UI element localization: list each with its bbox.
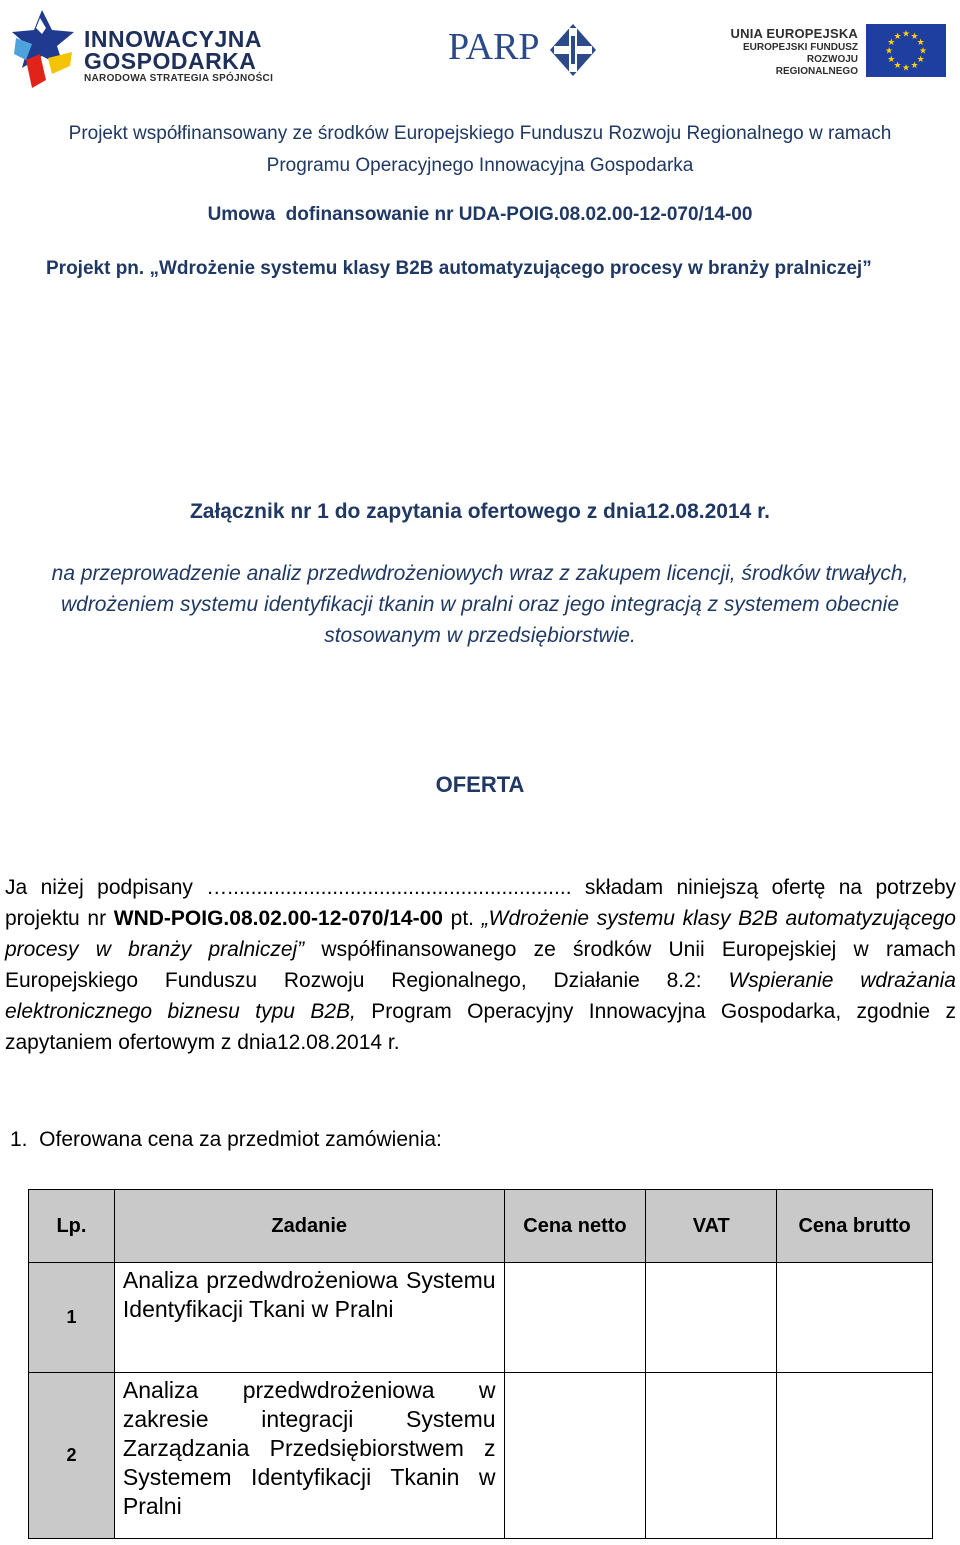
- cofinancing-line1: Projekt współfinansowany ze środków Europejskiego Funduszu Rozwoju Regionalnego w ramach: [68, 123, 892, 144]
- row-task: Analiza przedwdrożeniowa w zakresie integracji Systemu Zarządzania Przedsiębiorstwem z Systemem Identyfikacji Tkanin w Pralni: [114, 1373, 504, 1539]
- eu-wordmark: [724, 26, 858, 78]
- logo-subtitle: NARODOWA STRATEGIA SPÓJNOŚCI: [84, 73, 274, 84]
- section-price-title: 1. Oferowana cena za przedmiot zamówienia:: [10, 1128, 442, 1151]
- attachment-intro: na przeprowadzenie analiz przedwdrożeniowych wraz z zakupem licencji, środków trwałych, wdrożeniem systemu identyfikacji tkanin w pralni oraz jego integracją z systemem obecnie stosowanym w przedsiębiorstwie.: [51, 562, 909, 647]
- table-row: [29, 1373, 933, 1539]
- offer-project-title: „Wdrożenie systemu klasy B2B automatyzującego procesy w branży pralniczej”: [5, 907, 956, 961]
- net-price-cell[interactable]: [504, 1263, 646, 1373]
- eu-line2: EUROPEJSKI FUNDUSZ: [742, 42, 858, 53]
- eu-star-icon: ★: [916, 54, 925, 64]
- col-header-net-price: Cena netto: [504, 1190, 646, 1263]
- gross-price-cell[interactable]: [777, 1263, 933, 1373]
- eu-star-icon: ★: [893, 60, 902, 71]
- innowacyjna-gospodarka-emblem-icon: [12, 8, 82, 92]
- offer-statement: [5, 872, 956, 1058]
- offer-text-4: Program Operacyjny Innowacyjna Gospodarka, zgodnie z zapytaniem ofertowym z dnia12.08.2014 r.: [5, 1000, 956, 1054]
- logo-title-line1: INNOWACYJNA: [84, 26, 263, 52]
- eu-flag-icon: [866, 24, 946, 77]
- eu-star-icon: ★: [910, 30, 919, 41]
- agreement-number: Umowa dofinansowanie nr UDA-POIG.08.02.00-12-070/14-00: [207, 204, 753, 225]
- eu-star-icon: ★: [893, 30, 902, 41]
- eu-star-icon: ★: [887, 54, 896, 64]
- logo-title-line2: GOSPODARKA: [84, 48, 257, 74]
- price-table: [28, 1189, 933, 1539]
- offer-text-3: współfinansowanego ze środków Unii Europejskiej w ramach Europejskiego Funduszu Rozwoju Regionalnego, Działanie 8.2:: [5, 938, 956, 992]
- offer-text-1: Ja niżej podpisany …........................................................... składam niniejszą ofertę na potrzeby projektu nr: [5, 876, 956, 930]
- net-price-cell[interactable]: [504, 1373, 646, 1539]
- vat-cell[interactable]: [646, 1263, 777, 1373]
- eu-star-icon: ★: [887, 37, 896, 47]
- cofinancing-note: [0, 118, 960, 182]
- gross-price-cell[interactable]: [777, 1373, 933, 1539]
- offer-project-number: WND-POIG.08.02.00-12-070/14-00: [113, 907, 443, 930]
- table-header-row: [29, 1190, 933, 1263]
- project-name: Projekt pn. „Wdrożenie systemu klasy B2B automatyzującego procesy w branży pralniczej”: [46, 258, 872, 279]
- cofinancing-line2: Programu Operacyjnego Innowacyjna Gospodarka: [266, 155, 694, 176]
- row-lp: 1: [29, 1263, 115, 1373]
- vat-cell[interactable]: [646, 1373, 777, 1539]
- offer-heading: OFERTA: [435, 772, 525, 797]
- attachment-title: Załącznik nr 1 do zapytania ofertowego z dnia12.08.2014 r.: [189, 500, 771, 523]
- parp-wordmark: PARP: [448, 26, 540, 68]
- col-header-gross-price: Cena brutto: [777, 1190, 933, 1263]
- col-header-vat: VAT: [646, 1190, 777, 1263]
- eu-star-icon: ★: [901, 62, 911, 73]
- row-lp: 2: [29, 1373, 115, 1539]
- offer-measure: Wspieranie wdrażania elektronicznego biznesu typu B2B,: [5, 969, 956, 1023]
- row-task: Analiza przedwdrożeniowa Systemu Identyfikacji Tkani w Pralni: [114, 1263, 504, 1373]
- parp-emblem-icon: [548, 22, 598, 78]
- innowacyjna-gospodarka-wordmark: [84, 28, 273, 86]
- eu-star-icon: ★: [884, 45, 894, 56]
- eu-star-icon: ★: [901, 28, 911, 39]
- eu-star-icon: ★: [910, 60, 919, 71]
- eu-title: UNIA EUROPEJSKA: [730, 26, 858, 41]
- col-header-task: Zadanie: [114, 1190, 504, 1263]
- eu-line3: ROZWOJU REGIONALNEGO: [775, 54, 858, 77]
- offer-text-2: pt.: [442, 907, 482, 930]
- table-row: [29, 1263, 933, 1373]
- eu-star-icon: ★: [916, 37, 925, 47]
- eu-star-icon: ★: [918, 45, 928, 56]
- col-header-lp: Lp.: [29, 1190, 115, 1263]
